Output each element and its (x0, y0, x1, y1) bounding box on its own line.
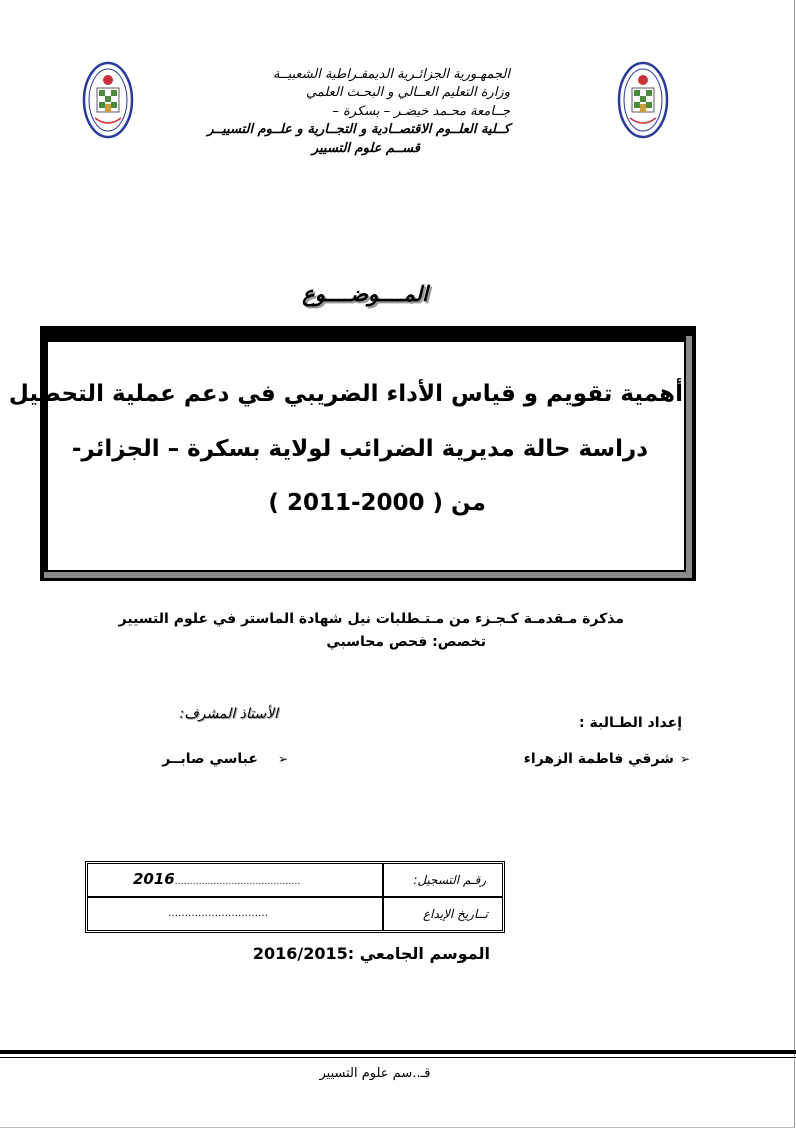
deposit-date-value: ………………………… (168, 908, 268, 919)
student-name: شرقي فاطمة الزهراء (523, 751, 674, 767)
academic-season: الموسم الجامعي :2016/2015 (252, 944, 490, 963)
registration-number-label: رقـم التسجيل: (413, 873, 486, 887)
ministry-line: وزارة التعليم العــالي و البحـث العلمي (305, 85, 510, 101)
footer-rule-thin (0, 1057, 796, 1058)
arrow-icon: ➢ (679, 752, 690, 766)
deposit-date-label: تــاريخ الإيداع (422, 907, 488, 921)
registration-number-value: 2016 (133, 870, 175, 888)
table-divider (382, 864, 384, 930)
student-label: إعداد الطـالبة : (579, 715, 682, 731)
institution-header (170, 66, 510, 158)
title-box-shadow (686, 336, 692, 576)
supervisor-label: الأستاذ المشرف: (179, 706, 278, 722)
thesis-title-line-3: من ( 2000-2011 ) (268, 490, 486, 516)
specialization: تخصص: فحص محاسبي (326, 634, 486, 650)
faculty-line: كــلية العلــوم الاقتصــادية و التجــارية و علــوم التسييــر (207, 122, 510, 138)
memo-description: مذكرة مـقدمـة كـجـزء من مـتـطلبات نيل شهادة الماستر في علوم التسيير (118, 611, 624, 627)
department-line: قســم علوم التسيير (311, 140, 420, 156)
republic-line: الجمهـورية الجزائـرية الديمقـراطية الشعبيــة (272, 67, 510, 82)
registration-table (85, 861, 505, 933)
registration-number-dots: …………………………..………. (174, 877, 301, 887)
university-line: جــامعة محـمد خيضـر – بسكرة – (332, 103, 510, 119)
subject-heading: المــــوضــــوع (302, 282, 428, 306)
registration-number-cell (133, 870, 300, 888)
university-logo-left (82, 60, 134, 140)
title-box-shadow-bottom (44, 572, 692, 578)
university-logo-right (617, 60, 669, 140)
table-divider (88, 896, 502, 898)
arrow-icon: ➢ (277, 752, 288, 766)
supervisor-name-row (162, 751, 288, 767)
thesis-title-line-1: أهمية تقويم و قياس الأداء الضريبي في دعم عملية التحصيل (8, 381, 683, 407)
student-name-row (524, 751, 690, 767)
footer-rule (0, 1050, 796, 1054)
supervisor-name: عباسي صابــر (162, 751, 258, 767)
footer-department: قـ..سم علوم التسيير (319, 1066, 431, 1081)
thesis-title-line-2: دراسة حالة مديرية الضرائب لولاية بسكرة – الجزائر- (71, 436, 648, 462)
